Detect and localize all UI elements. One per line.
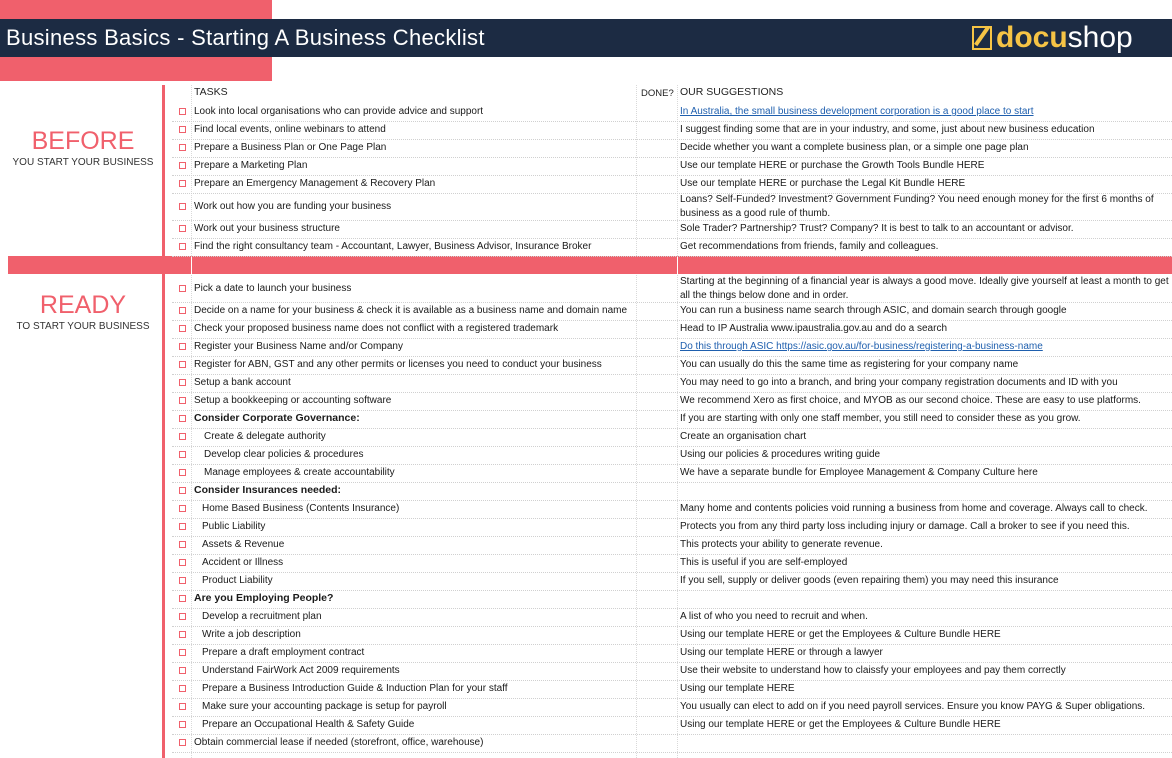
- task-text: Work out your business structure: [194, 223, 340, 234]
- task-text: Assets & Revenue: [202, 539, 285, 550]
- checkbox[interactable]: [179, 631, 186, 638]
- table-row: [172, 734, 1172, 753]
- page-title: Business Basics - Starting A Business Checklist: [6, 25, 485, 50]
- task-text: Product Liability: [202, 575, 273, 586]
- task-text: Prepare a draft employment contract: [202, 647, 365, 658]
- table-row: [172, 608, 1172, 627]
- checkbox[interactable]: [179, 577, 186, 584]
- suggestion-text: Using our policies & procedures writing guide: [680, 449, 881, 460]
- checkbox[interactable]: [179, 487, 186, 494]
- task-text: Look into local organisations who can provide advice and support: [194, 106, 484, 117]
- table-row: [172, 554, 1172, 573]
- suggestion-text: Decide whether you want a complete business plan, or a simple one page plan: [680, 142, 1029, 153]
- checkbox[interactable]: [179, 523, 186, 530]
- table-row: [172, 536, 1172, 555]
- column-header-suggestions: OUR SUGGESTIONS: [680, 86, 784, 98]
- checkbox[interactable]: [179, 144, 186, 151]
- task-text: Develop a recruitment plan: [202, 611, 322, 622]
- table-row: [172, 644, 1172, 663]
- suggestion-text: I suggest finding some that are in your industry, and some, just about new business education: [680, 124, 1095, 135]
- suggestion-text: Using our template HERE or get the Employees & Culture Bundle HERE: [680, 629, 1001, 640]
- suggestion-text: This is useful if you are self-employed: [680, 557, 848, 568]
- checkbox[interactable]: [179, 361, 186, 368]
- task-text: Accident or Illness: [202, 557, 284, 568]
- task-text: Understand FairWork Act 2009 requirements: [202, 665, 400, 676]
- task-text: Obtain commercial lease if needed (storefront, office, warehouse): [194, 737, 484, 748]
- task-text: Work out how you are funding your business: [194, 200, 392, 212]
- task-text: Find local events, online webinars to attend: [194, 124, 386, 135]
- table-row: [172, 482, 1172, 501]
- task-text: Prepare an Emergency Management & Recovery Plan: [194, 178, 436, 189]
- suggestion-text: Use our template HERE or purchase the Growth Tools Bundle HERE: [680, 160, 985, 171]
- section-divider-row: [8, 256, 1172, 274]
- task-text: Consider Insurances needed:: [194, 484, 342, 496]
- checkbox[interactable]: [179, 433, 186, 440]
- docushop-logo: [972, 21, 1133, 55]
- table-row: [172, 464, 1172, 483]
- suggestion-text: This protects your ability to generate revenue.: [680, 539, 883, 550]
- checkbox[interactable]: [179, 667, 186, 674]
- task-text: Decide on a name for your business & check it is available as a business name and domain name: [194, 305, 628, 316]
- checkbox[interactable]: [179, 703, 186, 710]
- checkbox[interactable]: [179, 108, 186, 115]
- suggestion-link[interactable]: In Australia, the small business development corporation is a good place to start: [680, 106, 1034, 117]
- task-text: Register your Business Name and/or Company: [194, 341, 403, 352]
- header-accent-bottom: [0, 57, 272, 81]
- logo-text-shop: shop: [1067, 21, 1133, 54]
- table-row: [172, 338, 1172, 357]
- column-header-tasks: TASKS: [194, 86, 228, 98]
- checkbox[interactable]: [179, 307, 186, 314]
- table-row: [172, 572, 1172, 591]
- suggestion-text: We have a separate bundle for Employee Management & Company Culture here: [680, 467, 1038, 478]
- table-row: [172, 680, 1172, 699]
- table-row: [172, 121, 1172, 140]
- task-text: Home Based Business (Contents Insurance): [202, 503, 400, 514]
- task-text: Pick a date to launch your business: [194, 282, 352, 294]
- table-row: [172, 139, 1172, 158]
- table-row: [172, 302, 1172, 321]
- suggestion-text: You may need to go into a branch, and bring your company registration documents and ID with you: [680, 377, 1118, 388]
- task-text: Develop clear policies & procedures: [204, 449, 364, 460]
- checkbox[interactable]: [179, 203, 186, 210]
- checkbox[interactable]: [179, 343, 186, 350]
- suggestion-text: A list of who you need to recruit and when.: [680, 611, 868, 622]
- suggestion-text: You can usually do this the same time as registering for your company name: [680, 359, 1019, 370]
- table-row: [172, 662, 1172, 681]
- suggestion-text: Using our template HERE: [680, 683, 795, 694]
- checkbox[interactable]: [179, 225, 186, 232]
- checkbox[interactable]: [179, 649, 186, 656]
- suggestion-text: Use our template HERE or purchase the Legal Kit Bundle HERE: [680, 178, 966, 189]
- checkbox[interactable]: [179, 595, 186, 602]
- checkbox[interactable]: [179, 162, 186, 169]
- checkbox[interactable]: [179, 325, 186, 332]
- table-row: [172, 590, 1172, 609]
- checkbox[interactable]: [179, 541, 186, 548]
- checkbox[interactable]: [179, 397, 186, 404]
- suggestion-text: If you are starting with only one staff member, you still need to consider these as you grow.: [680, 413, 1081, 424]
- section-subtitle-ready: TO START YOUR BUSINESS: [16, 321, 150, 332]
- section-subtitle-before: YOU START YOUR BUSINESS: [12, 157, 154, 168]
- suggestion-text: You usually can elect to add on if you need payroll services. Ensure you know PAYG & Super obligations.: [680, 701, 1146, 712]
- table-row: [172, 410, 1172, 429]
- checkbox[interactable]: [179, 379, 186, 386]
- suggestion-text: Using our template HERE or get the Employees & Culture Bundle HERE: [680, 719, 1001, 730]
- checkbox[interactable]: [179, 243, 186, 250]
- table-row: [172, 392, 1172, 411]
- checkbox[interactable]: [179, 285, 186, 292]
- table-row: [172, 103, 1172, 122]
- table-row: [172, 716, 1172, 735]
- logo-text-docu: docu: [996, 21, 1068, 54]
- task-text: Setup a bookkeeping or accounting software: [194, 395, 392, 406]
- table-row: [172, 374, 1172, 393]
- checkbox[interactable]: [179, 559, 186, 566]
- task-text: Write a job description: [202, 629, 301, 640]
- suggestion-text: You can run a business name search through ASIC, and domain search through google: [680, 305, 1067, 316]
- checkbox[interactable]: [179, 451, 186, 458]
- table-row: [172, 626, 1172, 645]
- suggestion-text: We recommend Xero as first choice, and MYOB as our second choice. These are easy to use platforms.: [680, 395, 1141, 406]
- task-text: Manage employees & create accountability: [204, 467, 395, 478]
- task-text: Register for ABN, GST and any other permits or licenses you need to conduct your business: [194, 359, 602, 370]
- checkbox[interactable]: [179, 469, 186, 476]
- table-row: [172, 428, 1172, 447]
- table-row: [172, 446, 1172, 465]
- table-row: [172, 518, 1172, 537]
- pencil-icon: [972, 26, 992, 50]
- table-row: [172, 275, 1172, 303]
- checkbox[interactable]: [179, 180, 186, 187]
- title-bar: [0, 19, 1172, 57]
- header-accent-top: [0, 0, 272, 19]
- checkbox[interactable]: [179, 126, 186, 133]
- task-text: Setup a bank account: [194, 377, 291, 388]
- task-text: Consider Corporate Governance:: [194, 412, 360, 424]
- task-text: Find the right consultancy team - Accountant, Lawyer, Business Advisor, Insurance Broker: [194, 241, 592, 252]
- checkbox[interactable]: [179, 685, 186, 692]
- table-row: [172, 356, 1172, 375]
- table-row: [172, 220, 1172, 239]
- section-divider-line: [162, 85, 165, 758]
- task-text: Prepare an Occupational Health & Safety Guide: [202, 719, 415, 730]
- task-text: Prepare a Marketing Plan: [194, 160, 308, 171]
- table-row: [172, 500, 1172, 519]
- table-row: [172, 320, 1172, 339]
- suggestion-text: Create an organisation chart: [680, 431, 807, 442]
- table-row: [172, 193, 1172, 221]
- suggestion-link[interactable]: Do this through ASIC https://asic.gov.au/for-business/registering-a-business-name: [680, 341, 1043, 352]
- suggestion-text: Many home and contents policies void running a business from home and coverage. Always call to check.: [680, 503, 1148, 514]
- task-text: Are you Employing People?: [194, 592, 334, 604]
- table-row: [172, 698, 1172, 717]
- column-header-done: DONE?: [641, 88, 674, 99]
- suggestion-text: Loans? Self-Funded? Investment? Government Funding? You need enough money for the first 6 months of business as a good rule of thumb.: [680, 194, 1154, 219]
- checkbox[interactable]: [179, 505, 186, 512]
- suggestion-text: Starting at the beginning of a financial year is always a good move. Ideally give yourself at least a month to get all the things below done and in order.: [680, 276, 1169, 301]
- checkbox[interactable]: [179, 415, 186, 422]
- checkbox[interactable]: [179, 739, 186, 746]
- suggestion-text: If you sell, supply or deliver goods (even repairing them) you may need this insurance: [680, 575, 1059, 586]
- table-row: [172, 175, 1172, 194]
- task-text: Make sure your accounting package is setup for payroll: [202, 701, 447, 712]
- suggestion-text: Sole Trader? Partnership? Trust? Company? It is best to talk to an accountant or advisor.: [680, 223, 1074, 234]
- task-text: Prepare a Business Introduction Guide & Induction Plan for your staff: [202, 683, 508, 694]
- task-text: Check your proposed business name does not conflict with a registered trademark: [194, 323, 559, 334]
- suggestion-text: Protects you from any third party loss including injury or damage. Call a broker to see if you need this.: [680, 521, 1130, 532]
- suggestion-text: Use their website to understand how to claissfy your employees and pay them correctly: [680, 665, 1066, 676]
- table-row: [172, 238, 1172, 257]
- table-row: [172, 157, 1172, 176]
- task-text: Public Liability: [202, 521, 266, 532]
- task-text: Prepare a Business Plan or One Page Plan: [194, 142, 387, 153]
- checkbox[interactable]: [179, 721, 186, 728]
- checkbox[interactable]: [179, 613, 186, 620]
- task-text: Create & delegate authority: [204, 431, 326, 442]
- suggestion-text: Get recommendations from friends, family and colleagues.: [680, 241, 939, 252]
- suggestion-text: Head to IP Australia www.ipaustralia.gov.au and do a search: [680, 323, 948, 334]
- suggestion-text: Using our template HERE or through a lawyer: [680, 647, 883, 658]
- section-title-ready: READY: [39, 291, 127, 319]
- section-title-before: BEFORE: [31, 127, 135, 155]
